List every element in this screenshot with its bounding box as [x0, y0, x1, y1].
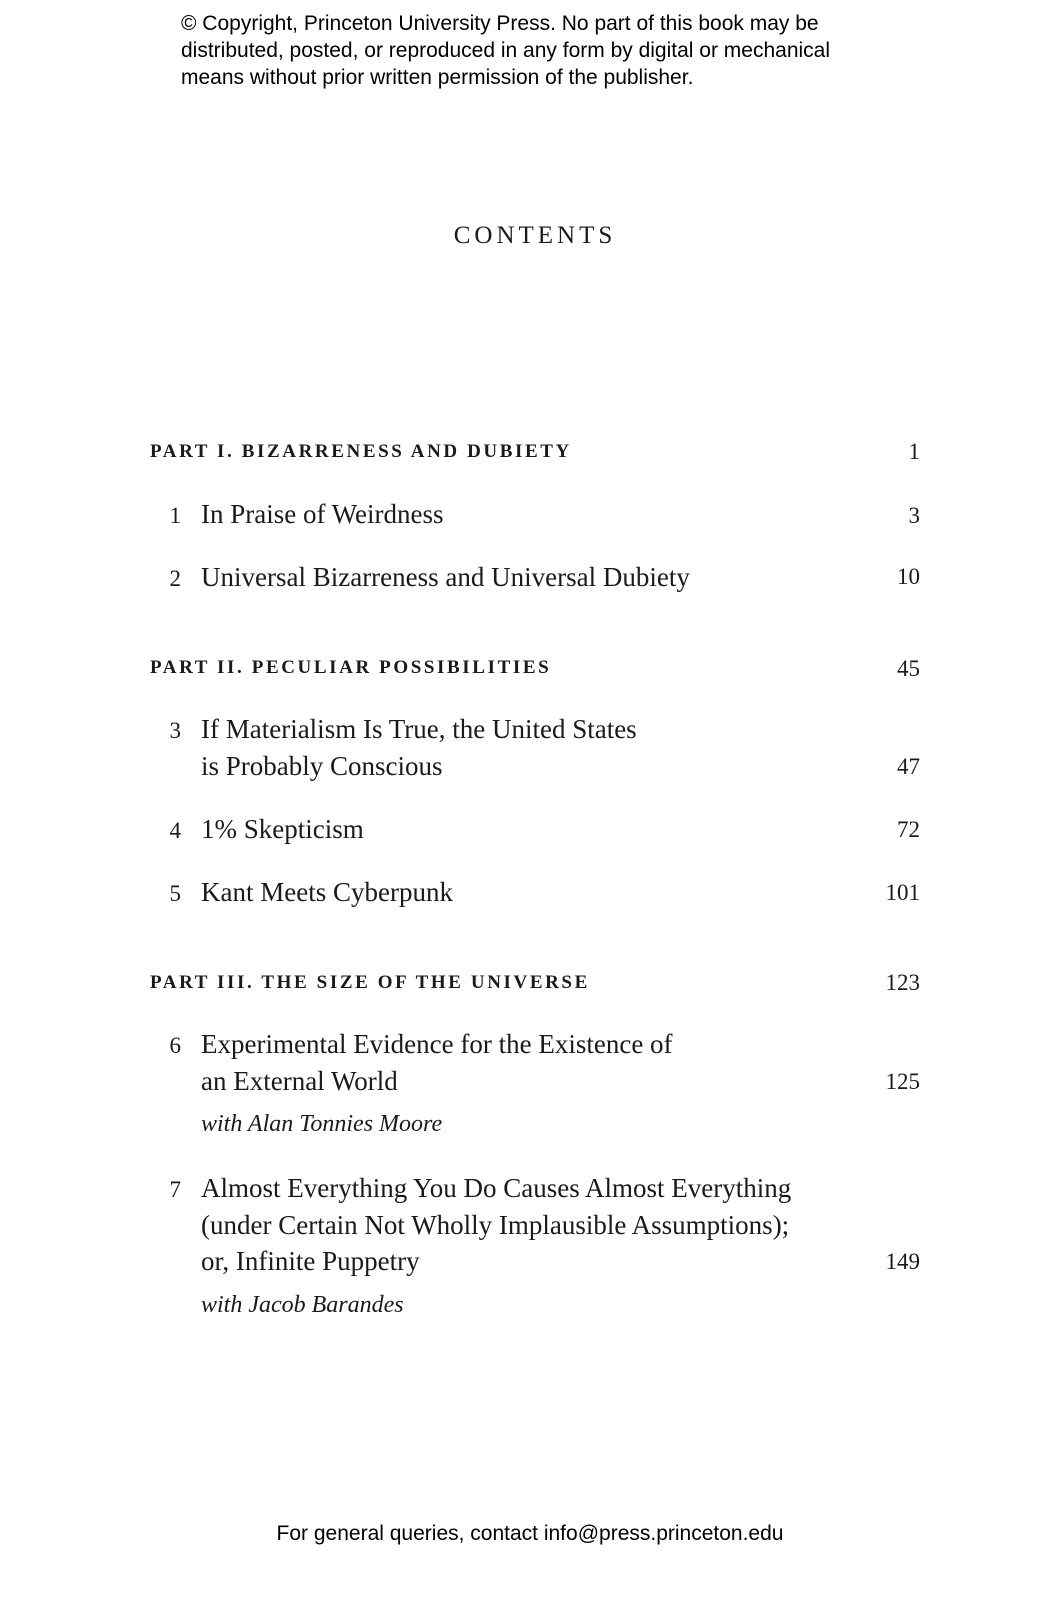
chapter-title-line: In Praise of Weirdness — [201, 499, 444, 529]
part-page-number: 1 — [908, 439, 920, 464]
copyright-line: distributed, posted, or reproduced in any form by digital or mechanical — [181, 39, 831, 62]
chapter-title-line: Kant Meets Cyberpunk — [201, 877, 453, 907]
copyright-line: means without prior written permission of the publisher. — [181, 66, 694, 89]
chapter-title-line: Almost Everything You Do Causes Almost Everything — [201, 1173, 792, 1203]
chapter-title — [201, 711, 821, 784]
chapter-page-number: 125 — [885, 1069, 920, 1094]
chapter-number: 1 — [169, 503, 181, 528]
chapter-title-line: (under Certain Not Wholly Implausible Assumptions); — [201, 1209, 790, 1240]
part-title: PART I. BIZARRENESS AND DUBIETY — [150, 441, 572, 462]
chapter-number: 6 — [169, 1033, 181, 1058]
chapter-title-line: an External World — [201, 1065, 398, 1096]
part-page-number: 45 — [897, 656, 920, 681]
chapter-title-line: is Probably Conscious — [201, 750, 443, 781]
chapter-number: 2 — [169, 566, 181, 591]
chapter-title-line: If Materialism Is True, the United States — [201, 714, 637, 744]
chapter-title-line: 1% Skepticism — [201, 814, 364, 844]
contents-heading: CONTENTS — [453, 222, 617, 249]
chapter-number: 4 — [169, 818, 181, 843]
chapter-title-line: Universal Bizarreness and Universal Dubiety — [201, 562, 690, 592]
chapter-title — [201, 496, 821, 533]
part-page-number: 123 — [885, 970, 920, 995]
chapter-title-line: Experimental Evidence for the Existence of — [201, 1029, 673, 1059]
part-1-entry[interactable] — [150, 441, 920, 463]
chapter-number: 3 — [169, 718, 181, 743]
chapter-title-line: or, Infinite Puppetry — [201, 1246, 420, 1276]
copyright-notice — [181, 10, 901, 91]
chapter-number: 7 — [169, 1177, 181, 1202]
chapter-title — [201, 1026, 821, 1099]
chapter-title — [201, 1170, 821, 1280]
part-2-entry[interactable] — [150, 657, 920, 679]
chapter-page-number: 72 — [897, 817, 920, 842]
part-title: PART III. THE SIZE OF THE UNIVERSE — [150, 972, 590, 993]
chapter-title — [201, 811, 821, 848]
copyright-line: © Copyright, Princeton University Press. No part of this book may be — [181, 12, 819, 35]
chapter-title — [201, 559, 821, 596]
chapter-7-coauthor: with Jacob Barandes — [201, 1292, 404, 1318]
part-title: PART II. PECULIAR POSSIBILITIES — [150, 657, 552, 678]
chapter-title — [201, 874, 821, 911]
chapter-page-number: 10 — [897, 564, 920, 589]
chapter-number: 5 — [169, 881, 181, 906]
chapter-6-coauthor: with Alan Tonnies Moore — [201, 1111, 443, 1137]
chapter-page-number: 3 — [908, 503, 920, 528]
footer-contact: For general queries, contact info@press.princeton.edu — [276, 1522, 784, 1545]
chapter-page-number: 101 — [885, 880, 920, 905]
chapter-page-number: 149 — [885, 1249, 920, 1274]
chapter-page-number: 47 — [897, 754, 920, 779]
part-3-entry[interactable] — [150, 972, 920, 994]
